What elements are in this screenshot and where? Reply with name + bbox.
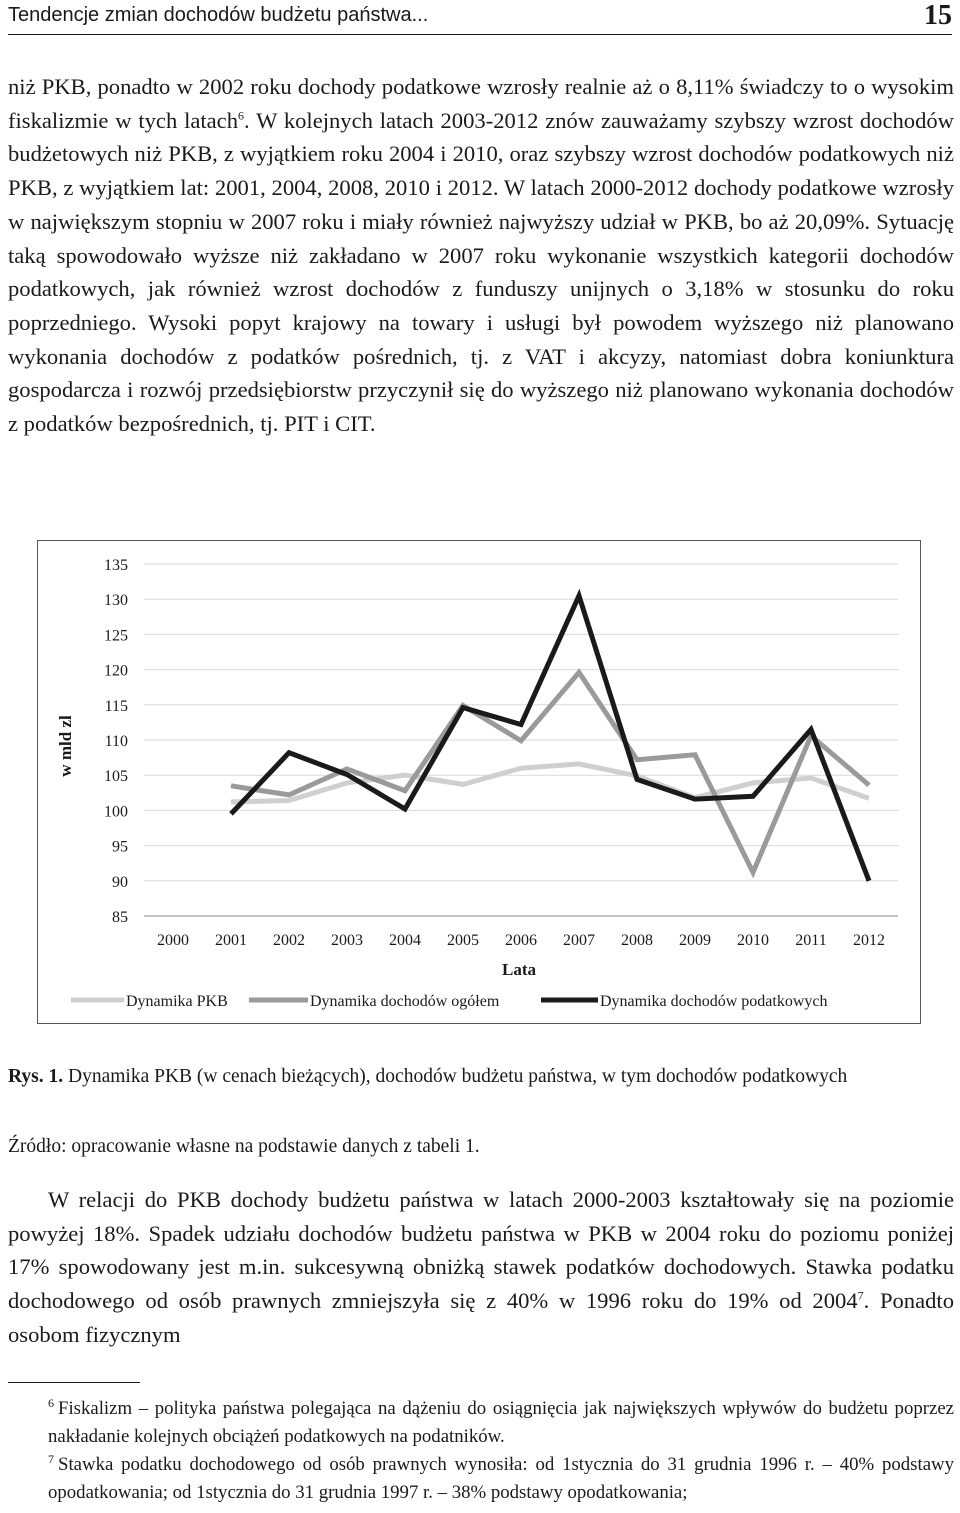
legend-label: Dynamika dochodów podatkowych <box>600 993 828 1010</box>
paragraph-1-text-b: . W kolejnych latach 2003-2012 znów zauważamy szybszy wzrost dochodów budżetowych niż PKB, z wyjątkiem roku 2004 i 2010, oraz szybszy wzrost dochodów podatkowych niż PKB, z wyjątkiem lat: 2001, 2004, 2008, 2010 i 2012. W latach 2000-2012 dochody podatkowe wzrosły w największym stopniu w 2007 roku i miały również najwyższy udział w PKB, bo aż 20,09%. Sytuację taką spowodowało wyższe niż zakładano w 2007 roku wykonanie wszystkich kategorii dochodów podatkowych, jak również wzrost dochodów z funduszy unijnych o 3,18% w stosunku do roku poprzedniego. Wysoki popyt krajowy na towary i usługi był powodem wyższego niż planowano wykonania dochodów z podatków pośrednich, tj. z VAT i akcyzy, natomiast dobra koniunktura gospodarcza i rozwój przedsiębiorstw przyczynił się do wyższego niż planowano wykonania dochodów z podatków bezpośrednich, tj. PIT i CIT. <box>8 107 954 437</box>
y-tick-label: 90 <box>112 873 128 891</box>
figure-caption-text: Dynamika PKB (w cenach bieżących), dochodów budżetu państwa, w tym dochodów podatkowych <box>63 1066 848 1087</box>
series-lines <box>231 596 869 881</box>
y-tick-labels <box>104 557 128 926</box>
page-header <box>8 0 952 35</box>
y-tick-label: 100 <box>104 803 128 821</box>
x-tick-label: 2010 <box>737 932 769 949</box>
footnote-7 <box>8 1451 954 1507</box>
body-paragraph-2 <box>8 1183 954 1352</box>
x-tick-label: 2008 <box>621 932 653 949</box>
x-tick-label: 2006 <box>505 932 537 949</box>
footnote-text: Fiskalizm – polityka państwa polegająca na dążeniu do osiągnięcia jak największych wpływów do budżetu poprzez nakładanie kolejnych obciążeń podatkowych na podatników. <box>48 1398 954 1447</box>
page-number: 15 <box>924 0 952 31</box>
figure-source: Źródło: opracowanie własne na podstawie danych z tabeli 1. <box>8 1136 480 1157</box>
x-tick-label: 2002 <box>273 932 305 949</box>
x-axis-label: Lata <box>502 960 536 979</box>
paragraph-2-text-a: W relacji do PKB dochody budżetu państwa w latach 2000-2003 kształtowały się na poziomie powyżej 18%. Spadek udziału dochodów budżetu państwa w PKB w 2004 roku do poziomu poniżej 17% spowodowany jest m.in. sukcesywną obniżką stawek podatków dochodowych. Stawka podatku dochodowego od osób prawnych zmniejszyła się z 40% w 1996 roku do 19% od 2004 <box>8 1187 954 1314</box>
x-tick-label: 2004 <box>389 932 421 949</box>
figure-frame <box>37 540 921 1024</box>
x-tick-label: 2000 <box>157 932 189 949</box>
paragraph-1-text-a: niż PKB, ponadto w 2002 roku dochody podatkowe wzrosły realnie aż o 8,11% świadczy to o wysokim fiskalizmie w tych latach <box>8 74 954 133</box>
y-tick-label: 135 <box>104 557 128 574</box>
y-tick-label: 95 <box>112 838 128 856</box>
y-tick-label: 120 <box>104 662 128 680</box>
x-tick-label: 2012 <box>853 932 885 949</box>
figure-caption <box>8 1063 954 1090</box>
footnote-number: 6 <box>48 1395 54 1410</box>
x-tick-label: 2009 <box>679 932 711 949</box>
body-paragraph-1 <box>8 70 954 441</box>
x-tick-label: 2005 <box>447 932 479 949</box>
legend-label: Dynamika dochodów ogółem <box>310 993 500 1010</box>
x-tick-label: 2003 <box>331 932 363 949</box>
footnote-number: 7 <box>48 1451 54 1466</box>
footnote-6 <box>8 1395 954 1451</box>
footnotes <box>8 1395 954 1507</box>
footnote-divider <box>8 1382 140 1383</box>
legend-label: Dynamika PKB <box>126 993 228 1010</box>
legend <box>71 993 828 1010</box>
x-tick-labels <box>157 932 885 949</box>
y-tick-label: 130 <box>104 592 128 610</box>
paragraph-2-text-b: . Ponadto osobom fizycznym <box>8 1288 955 1347</box>
y-tick-label: 125 <box>104 627 128 645</box>
figure-label: Rys. 1. <box>8 1066 64 1087</box>
x-tick-label: 2011 <box>795 932 827 949</box>
y-axis-label: w mld zl <box>56 715 75 777</box>
series-line-3 <box>231 596 869 881</box>
y-tick-label: 85 <box>112 909 128 926</box>
footnote-ref-7[interactable]: 7 <box>857 1288 864 1303</box>
y-tick-label: 115 <box>104 697 128 715</box>
footnote-ref-6[interactable]: 6 <box>238 108 245 123</box>
footnote-text: Stawka podatku dochodowego od osób prawnych wynosiła: od 1stycznia do 31 grudnia 1996 r. – 40% podstawy opodatkowania; od 1stycznia do 31 grudnia 1997 r. – 38% podstawy opodatkowania; <box>48 1454 954 1503</box>
x-tick-label: 2001 <box>215 932 247 949</box>
running-title: Tendencje zmian dochodów budżetu państwa... <box>8 4 429 26</box>
line-chart <box>38 541 922 1025</box>
y-tick-label: 110 <box>104 733 128 750</box>
x-tick-label: 2007 <box>563 932 595 949</box>
y-tick-label: 105 <box>104 768 128 786</box>
